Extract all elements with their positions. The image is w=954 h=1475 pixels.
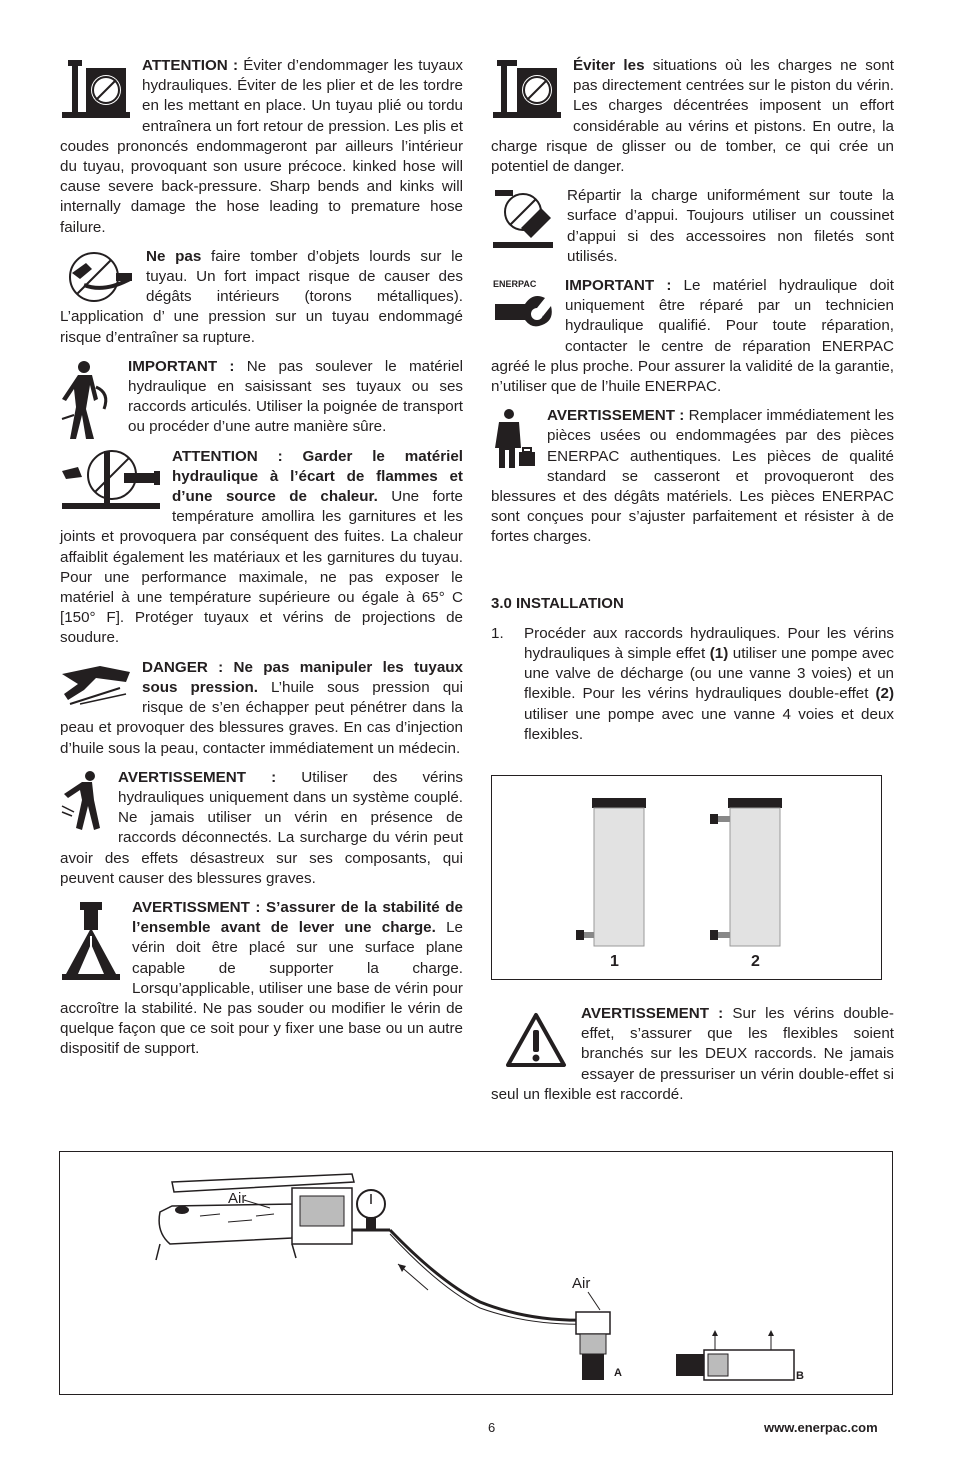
important-lead: IMPORTANT : (128, 357, 235, 375)
note-text: Répartir la charge uniformément sur toute la surface d’appui. Toujours utiliser un coussinet d’appui si des accessoires non filetés sont utilisés. (567, 187, 894, 265)
important-text: Le matériel hydraulique doit uniquement être réparé par un technicien hydraulique qualifié. Pour toute réparation, contacter le centre de réparation ENERPAC agréé le plus proche. Pour assurer la validité de la garantie, n’utiliser que de l’huile ENERPAC. (491, 277, 894, 396)
cylinder-2-cap (728, 798, 782, 808)
warning-offcenter (491, 56, 894, 177)
gauge-stem (366, 1218, 376, 1230)
step-text-part: Procéder aux raccords hydrauliques. Pour les vérins hydrauliques à simple effet (524, 624, 894, 663)
warning-lead: ATTENTION : (142, 57, 239, 74)
warning-replace-parts (491, 406, 894, 547)
technician-icon (491, 408, 537, 470)
left-column (60, 56, 463, 1069)
cylinder-b-rod (676, 1354, 704, 1376)
warning-lead: ATTENTION : Garder le matériel hydraulique à l’écart de flammes et d’une source de chaleur. (172, 447, 463, 506)
warning-stability (60, 898, 463, 1060)
cylinder-diagram (492, 776, 881, 979)
cylinder-1-label: 1 (610, 953, 619, 970)
warning-text: faire tomber d’objets lourds sur le tuyau. Un fort impact risque de causer des dégâts intérieurs (torons métalliques). L’application d’ une pression sur un tuyau endommagé risque d’entraîner sa rupture. (60, 247, 463, 346)
warning-text: Sur les vérins double-effet, s’assurer que les flexibles soient branchés sur les DEUX raccords. Ne jamais essayer de pressuriser un vérin double-effet si seul un flexible est raccordé. (491, 1005, 894, 1103)
footer-url[interactable]: www.enerpac.com (764, 1420, 878, 1435)
cylinder-2-coupler-top (710, 814, 718, 824)
offcenter-load-icon (491, 58, 563, 120)
cylinder-2-label: 2 (751, 953, 760, 970)
section-title: 3.0 INSTALLATION (491, 594, 624, 612)
cylinder-2-body (730, 808, 780, 946)
cylinder-figure (491, 775, 882, 980)
cylinder-1-port (584, 932, 594, 938)
warning-heat (60, 447, 463, 649)
step-text-part: utiliser une pompe avec une valve de décharge (ou une vanne 3 voies) et un flexible. Pour les vérins hydrauliques double-effet (524, 645, 895, 703)
falling-object-icon (64, 249, 136, 305)
warning-double-acting (491, 1004, 894, 1105)
warning-lead: Éviter les (573, 57, 645, 74)
important-repair (491, 276, 894, 397)
warning-text: Remplacer immédiatement les pièces usées ou endommagées par des pièces ENERPAC authentiques. Les pièces de qualité standard se casseront et provoqueront des blessures et des dégâts matériels. Les pièces ENERPAC sont conçues pour s’ajuster parfaitement et résister à de fortes charges. (491, 407, 894, 546)
cylinder-a-rod (582, 1354, 604, 1380)
installation-step-1 (491, 624, 894, 745)
cylinder-2-coupler-bottom (710, 930, 718, 940)
cylinder-2-port-bottom (718, 932, 730, 938)
step-text-part: utiliser une pompe avec une vanne 4 voies et deux flexibles. (524, 705, 894, 743)
cylinder-a-head (576, 1312, 610, 1334)
warning-lead: AVERTISSEMENT : (118, 768, 277, 786)
cylinder-a-label: A (614, 1367, 622, 1379)
warning-text: Une forte température amollira les garnitures et les joints et provoquera par conséquent des fuites. La chaleur affaiblit également les matériaux et les garnitures du tuyau. Pour une performance maximale, ne pas exposer le matériel à une température supérieure ou égale à 65° C [150° F]. Protéger tuyaux et vérins de projections de soudure. (60, 488, 463, 647)
warning-coupled (60, 768, 463, 889)
pump-diagram (60, 1152, 892, 1394)
warning-text: Éviter d’endommager les tuyaux hydrauliques. Éviter de les plier et de les tordre en les mettant en place. Un tuyau plié ou tordu entraînera un fort retour de pression. Les plis et coudes prononcés endommageront par ailleurs l’intérieur du tuyau, provoquant son usure précoce. kinked hose will cause severe back-pressure. Sharp bends and kinks will internally damage the hose leading to premature hose failure. (60, 57, 463, 236)
cylinder-a-body (580, 1334, 606, 1354)
worker-lifting-icon (60, 359, 118, 443)
cylinder-1-body (594, 808, 644, 946)
step-text (524, 624, 894, 745)
cylinder-2-port-top (718, 816, 730, 822)
warning-lead: Ne pas (146, 247, 202, 265)
warning-hose-kink (60, 56, 463, 238)
right-column (491, 56, 894, 745)
step-ref-1: (1) (709, 645, 729, 663)
cylinder-b-label: B (796, 1370, 804, 1382)
cylinder-b-head (708, 1354, 728, 1376)
cylinder-stand-icon (60, 900, 122, 982)
heat-flame-icon (60, 449, 162, 511)
warning-drop-objects (60, 247, 463, 348)
enerpac-wrench-icon (491, 278, 555, 342)
hose-kink-icon (60, 58, 132, 120)
air-label-pump: Air (228, 1190, 247, 1207)
oil-injection-icon (60, 660, 132, 706)
warning-text: Utiliser des vérins hydrauliques uniquement dans un système couplé. Ne jamais utiliser un vérin en présence de raccords déconnectés. La surcharge du vérin peut avoir des effets désastreux sur ses composants, qui peuvent causer des blessures graves. (60, 768, 463, 887)
important-lift (60, 357, 463, 438)
page-number: 6 (488, 1420, 496, 1435)
hydraulic-hose (390, 1230, 590, 1320)
important-text: Ne pas soulever le matériel hydraulique en saisissant ses tuyaux ou ses raccords articulés. Utiliser la poignée de transport ou procéder d’une autre manière sûre. (128, 357, 463, 436)
cylinder-1-cap (592, 798, 646, 808)
warning-lead: AVERTISSMENT : S’assurer de la stabilité de l’ensemble avant de lever une charge. (132, 898, 463, 937)
cylinder-1-coupler (576, 930, 584, 940)
pump-valve-block (300, 1196, 344, 1226)
air-pointer (588, 1292, 600, 1310)
danger-text: L’huile sous pression qui risque de s’en échapper peut pénétrer dans la peau et provoquer des blessures graves. En cas d’injection d’huile sous la peau, contacter immédiatement un médecin. (60, 678, 463, 757)
warning-lead: AVERTISSEMENT : (547, 407, 685, 425)
warning-text: Le vérin doit être placé sur une surface plane capable de supporter la charge. Lorsqu’applicable, utiliser une base de vérin pour accroître la stabilité. Ne pas souder ou modifier le vérin de quelque façon que ce soit pour y fixer une base ou un autre dispositif de support. (60, 919, 463, 1058)
danger-pressure (60, 658, 463, 759)
warning-lead: AVERTISSEMENT : (581, 1005, 724, 1022)
pump-hose-figure (59, 1151, 893, 1395)
air-label-cylinder: Air (572, 1275, 591, 1292)
warning-triangle-icon (505, 1012, 567, 1068)
pump-feet (156, 1244, 296, 1260)
step-number: 1. (491, 624, 504, 642)
note-distribute-load (491, 186, 894, 267)
falling-person-icon (60, 770, 108, 832)
important-lead: IMPORTANT : (565, 277, 672, 295)
step-ref-2: (2) (875, 685, 894, 703)
load-distribution-icon (491, 188, 557, 250)
warning-text: situations où les charges ne sont pas directement centrées sur le piston du vérin. Les charges décentrées imposent un effort considérable au vérins et pistons. En outre, la charge risque de glisser ou de tomber, ce qui crée un potentiel de danger. (491, 57, 895, 176)
enerpac-logo-text: ENERPAC (493, 279, 537, 290)
filler-cap (175, 1206, 189, 1214)
danger-lead: DANGER : Ne pas manipuler les tuyaux sous pression. (142, 658, 463, 696)
